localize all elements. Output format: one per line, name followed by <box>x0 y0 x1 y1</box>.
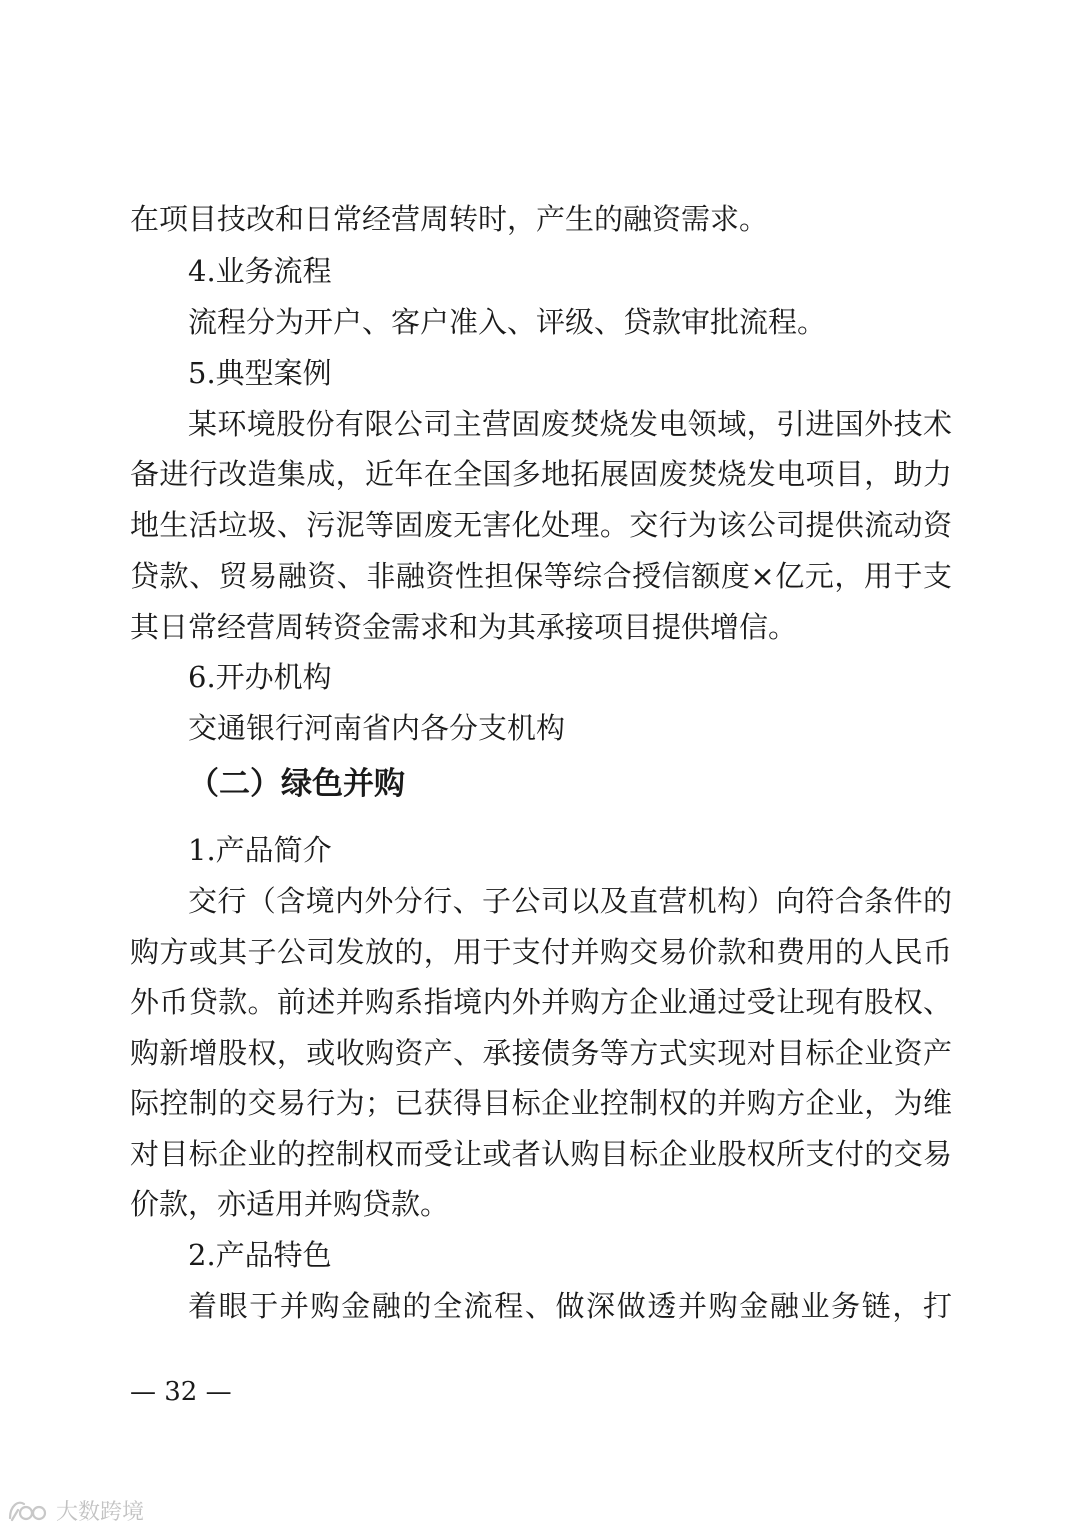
body-line: 交行（含境内外分行、子公司以及直营机构）向符合条件的 <box>188 884 952 918</box>
body-line: 购方或其子公司发放的，用于支付并购交易价款和费用的人民币 <box>130 935 952 969</box>
body-line: 流程分为开户、客户准入、评级、贷款审批流程。 <box>188 305 827 339</box>
body-line: 贷款、贸易融资、非融资性担保等综合授信额度×亿元，用于支 <box>130 559 952 593</box>
body-line: 备进行改造集成，近年在全国多地拓展固废焚烧发电项目，助力 <box>130 457 952 491</box>
chapter-heading-green-ma: （二）绿色并购 <box>188 766 405 802</box>
section-heading-case: 5.典型案例 <box>188 356 332 390</box>
body-line: 着眼于并购金融的全流程、做深做透并购金融业务链，打 <box>188 1289 952 1323</box>
body-line: 在项目技改和日常经营周转时，产生的融资需求。 <box>130 202 769 236</box>
body-line: 地生活垃圾、污泥等固废无害化处理。交行为该公司提供流动资 <box>130 508 952 542</box>
section-heading-institution: 6.开办机构 <box>188 660 332 694</box>
page-number: — 32 — <box>130 1377 232 1407</box>
body-line: 际控制的交易行为；已获得目标企业控制权的并购方企业，为维 <box>130 1086 952 1120</box>
section-heading-features: 2.产品特色 <box>188 1238 332 1272</box>
body-line: 外币贷款。前述并购系指境内外并购方企业通过受让现有股权、 <box>130 985 952 1019</box>
section-heading-process: 4.业务流程 <box>188 254 332 288</box>
body-line: 对目标企业的控制权而受让或者认购目标企业股权所支付的交易 <box>130 1137 952 1171</box>
logo-icon <box>6 1496 50 1524</box>
section-heading-intro: 1.产品简介 <box>188 833 332 867</box>
body-line: 价款，亦适用并购贷款。 <box>130 1187 450 1221</box>
body-line: 购新增股权，或收购资产、承接债务等方式实现对目标企业资产 <box>130 1036 952 1070</box>
body-line: 其日常经营周转资金需求和为其承接项目提供增信。 <box>130 610 798 644</box>
body-line: 某环境股份有限公司主营固废焚烧发电领域，引进国外技术 <box>188 407 952 441</box>
body-line: 交通银行河南省内各分支机构 <box>188 711 566 745</box>
watermark <box>6 1494 144 1526</box>
watermark-text: 大数跨境 <box>56 1499 145 1525</box>
